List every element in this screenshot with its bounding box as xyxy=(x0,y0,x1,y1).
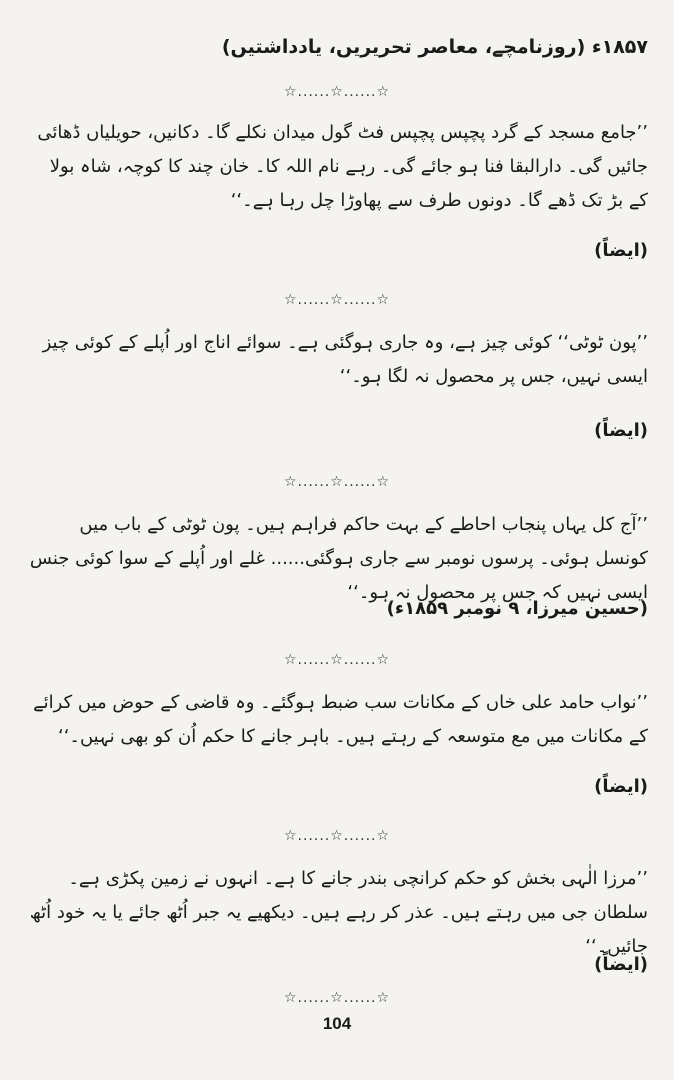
entry-source: (ایضاً) xyxy=(594,420,648,441)
page-number: 104 xyxy=(322,1014,352,1033)
entry-text: ’’پون ٹوٹی‘‘ کوئی چیز ہے، وہ جاری ہوگئی ہے۔ سوائے اناج اور اُپلے کے کوئی چیز ایسی نہیں، جس پر محصول نہ لگا ہو۔‘‘ xyxy=(42,332,648,387)
entry-text: ’’نواب حامد علی خاں کے مکانات سب ضبط ہوگئے۔ وہ قاضی کے حوض میں کرائے کے مکانات میں مع متوسعہ کے رہتے ہیں۔ باہر جانے کا حکم اُن کو بھی نہیں۔‘‘ xyxy=(33,692,648,747)
entry-source: (ایضاً) xyxy=(594,776,648,797)
section-divider: ☆......☆......☆ xyxy=(283,474,391,490)
section-divider: ☆......☆......☆ xyxy=(283,828,391,844)
section-divider: ☆......☆......☆ xyxy=(283,84,391,100)
section-divider: ☆......☆......☆ xyxy=(283,292,391,308)
section-divider: ☆......☆......☆ xyxy=(283,990,391,1006)
entry-text: ’’آج کل یہاں پنجاب احاطے کے بہت حاکم فراہم ہیں۔ پون ٹوٹی کے باب میں کونسل ہوئی۔ پرسوں نومبر سے جاری ہوگئی...... غلے اور اُپلے کے سوا کوئی جنس ایسی نہیں کہ جس پر محصول نہ ہو۔‘‘ xyxy=(29,514,648,603)
entry-source: (ایضاً) xyxy=(594,954,648,975)
entry-source: (ایضاً) xyxy=(594,240,648,261)
entry-text: ’’مرزا الٰہی بخش کو حکم کرانچی بندر جانے کا ہے۔ انہوں نے زمین پکڑی ہے۔ سلطان جی میں رہتے ہیں۔ عذر کر رہے ہیں۔ دیکھیے یہ جبر اُٹھ جائے یا یہ خود اُٹھ جائیں۔‘‘ xyxy=(29,868,648,957)
section-divider: ☆......☆......☆ xyxy=(283,652,391,668)
entry-text: ’’جامع مسجد کے گرد پچپس پچپس فٹ گول میدان نکلے گا۔ دکانیں، حویلیاں ڈھائی جائیں گی۔ دارالبقا فنا ہو جائے گی۔ رہے نام اللہ کا۔ خان چند کا کوچہ، شاہ بولا کے بڑ تک ڈھے گا۔ دونوں طرف سے پھاوڑا چل رہا ہے۔‘‘ xyxy=(37,122,648,211)
running-header: ۱۸۵۷ء (روزنامچے، معاصر تحریریں، یادداشتیں) xyxy=(221,36,648,58)
entry-source: (حسین میرزا، ۹ نومبر ۱۸۵۹ء) xyxy=(386,598,648,619)
